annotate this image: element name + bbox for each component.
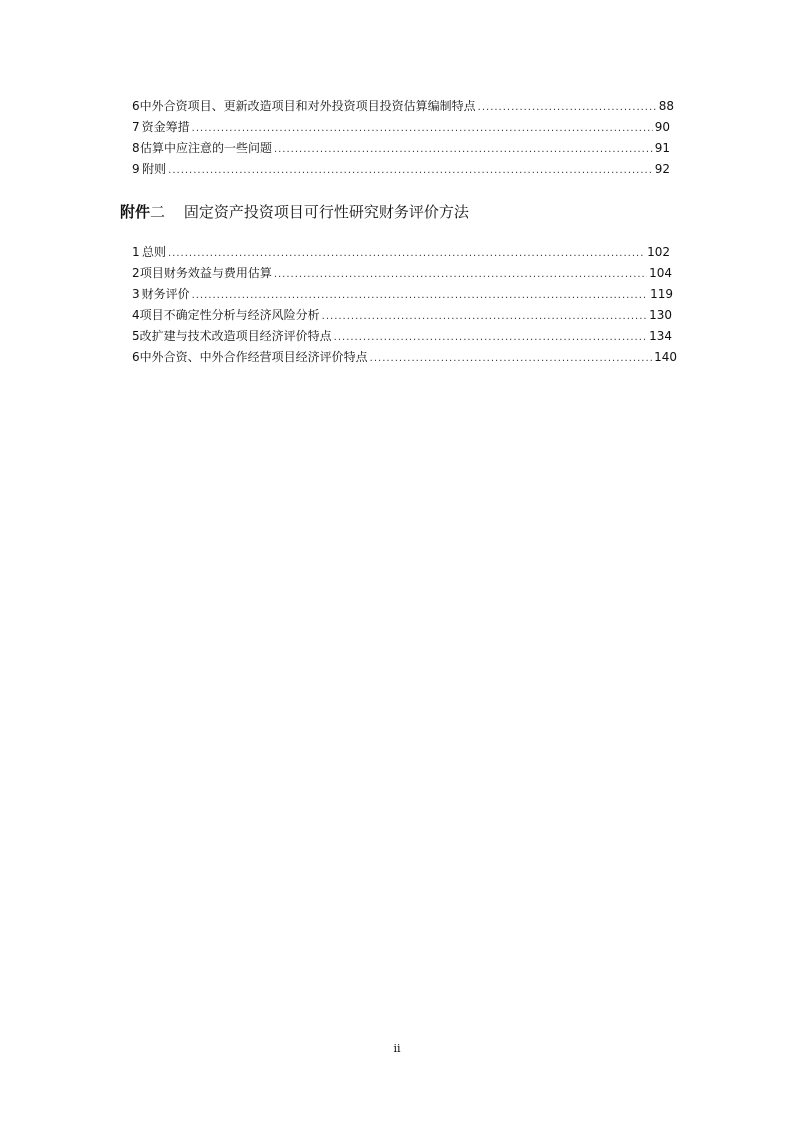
toc-entry-title: 中外合资项目、更新改造项目和对外投资项目投资估算编制特点 bbox=[139, 99, 476, 113]
toc-entry-page: 130 bbox=[649, 308, 672, 322]
toc-entry-page: 119 bbox=[650, 287, 673, 301]
toc-entry-title: 中外合资、中外合作经营项目经济评价特点 bbox=[139, 350, 368, 364]
toc-entry-page: 134 bbox=[649, 329, 672, 343]
toc-entry-number: 7 bbox=[132, 120, 140, 134]
toc-entry-title: 附则 bbox=[142, 162, 167, 176]
toc-entry-page: 104 bbox=[649, 266, 672, 280]
page-number: ii bbox=[393, 1042, 401, 1055]
dot-leader bbox=[168, 160, 653, 181]
toc-entry-number: 3 bbox=[132, 287, 140, 301]
toc-entry-title: 项目财务效益与费用估算 bbox=[139, 266, 272, 280]
toc-entry[interactable] bbox=[132, 347, 677, 368]
appendix-number: 二 bbox=[150, 203, 166, 221]
appendix-heading bbox=[120, 200, 469, 224]
dot-leader bbox=[168, 243, 645, 264]
toc-entry-number: 6 bbox=[132, 350, 140, 364]
toc-entry-title: 总则 bbox=[141, 245, 166, 259]
toc-entry[interactable] bbox=[132, 284, 673, 305]
toc-entry[interactable] bbox=[132, 159, 670, 180]
dot-leader bbox=[370, 348, 652, 369]
dot-leader bbox=[274, 264, 647, 285]
toc-entry-page: 91 bbox=[654, 141, 670, 155]
toc-section-bottom bbox=[132, 242, 677, 368]
toc-entry-title: 改扩建与技术改造项目经济评价特点 bbox=[139, 329, 332, 343]
toc-entry-page: 102 bbox=[647, 245, 670, 259]
toc-entry-number: 2 bbox=[132, 266, 140, 280]
toc-entry[interactable] bbox=[132, 263, 672, 284]
dot-leader bbox=[334, 327, 647, 348]
toc-entry[interactable] bbox=[132, 305, 672, 326]
appendix-label: 附件 bbox=[120, 203, 151, 221]
toc-entry-number: 4 bbox=[132, 308, 140, 322]
toc-entry[interactable] bbox=[132, 326, 672, 347]
toc-entry-title: 估算中应注意的一些问题 bbox=[139, 141, 272, 155]
dot-leader bbox=[322, 306, 647, 327]
toc-entry-number: 5 bbox=[132, 329, 140, 343]
toc-entry-page: 92 bbox=[654, 162, 670, 176]
toc-section-top bbox=[132, 96, 674, 180]
dot-leader bbox=[274, 139, 653, 160]
toc-entry-title: 项目不确定性分析与经济风险分析 bbox=[139, 308, 320, 322]
toc-entry-title: 资金筹措 bbox=[141, 120, 190, 134]
toc-entry[interactable] bbox=[132, 96, 674, 117]
toc-entry-number: 8 bbox=[132, 141, 140, 155]
appendix-title: 固定资产投资项目可行性研究财务评价方法 bbox=[183, 203, 469, 221]
dot-leader bbox=[192, 285, 649, 306]
toc-entry-number: 1 bbox=[132, 245, 140, 259]
toc-entry-page: 90 bbox=[654, 120, 670, 134]
toc-entry[interactable] bbox=[132, 138, 670, 159]
toc-entry[interactable] bbox=[132, 117, 670, 138]
dot-leader bbox=[192, 118, 653, 139]
toc-entry-number: 6 bbox=[132, 99, 140, 113]
toc-entry-page: 88 bbox=[658, 99, 674, 113]
toc-entry-page: 140 bbox=[654, 350, 677, 364]
toc-entry-title: 财务评价 bbox=[141, 287, 190, 301]
toc-entry[interactable] bbox=[132, 242, 670, 263]
dot-leader bbox=[478, 97, 657, 118]
toc-entry-number: 9 bbox=[132, 162, 140, 176]
